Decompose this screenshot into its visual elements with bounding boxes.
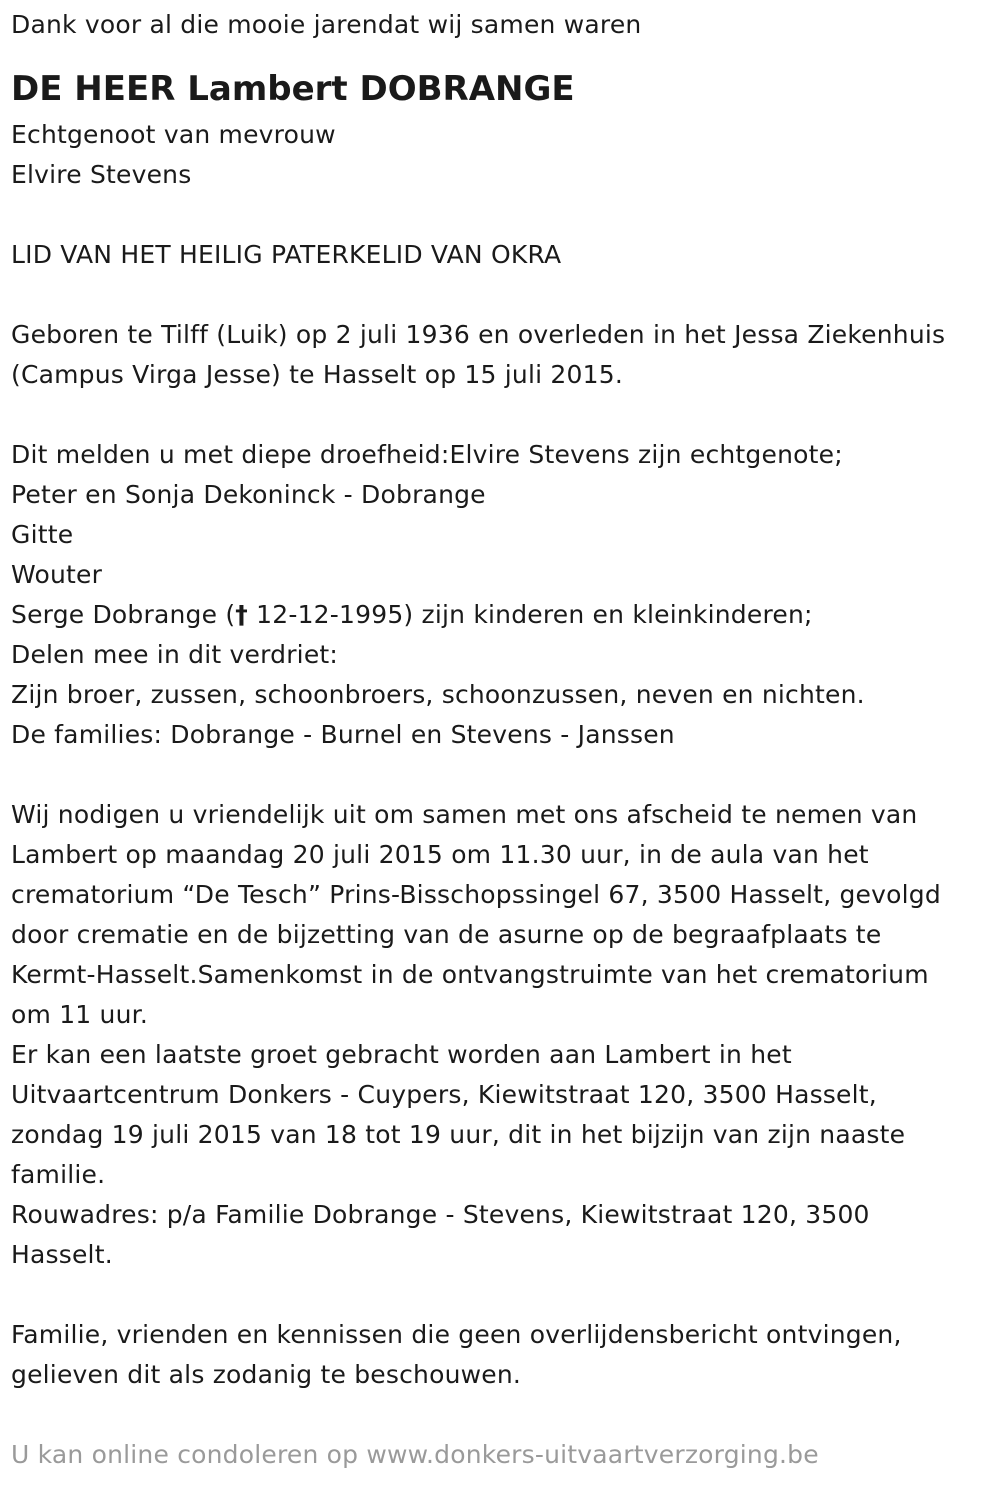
ceremony-line: Wij nodigen u vriendelijk uit om samen met ons afscheid te nemen van	[11, 800, 918, 829]
ceremony-line: door crematie en de bijzetting van de asurne op de begraafplaats te	[11, 920, 882, 949]
announcement-line-serge	[11, 595, 991, 635]
birth-death-section	[11, 315, 991, 395]
ceremony-line: familie.	[11, 1160, 106, 1189]
birth-death-line: (Campus Virga Jesse) te Hasselt op 15 juli 2015.	[11, 360, 623, 389]
birth-death-line: Geboren te Tilff (Luik) op 2 juli 1936 en overleden in het Jessa Ziekenhuis	[11, 320, 946, 349]
ceremony-line: crematorium “De Tesch” Prins-Bisschopssingel 67, 3500 Hasselt, gevolgd	[11, 880, 941, 909]
ceremony-line: Hasselt.	[11, 1240, 113, 1269]
announcement-line: Gitte	[11, 520, 74, 549]
death-notice	[11, 0, 991, 1475]
ceremony-line: Kermt-Hasselt.Samenkomst in de ontvangstruimte van het crematorium	[11, 960, 929, 989]
spacer	[11, 755, 991, 795]
announcement-line: Peter en Sonja Dekoninck - Dobrange	[11, 480, 486, 509]
deceased-name-title: DE HEER Lambert DOBRANGE	[11, 69, 575, 109]
announcement-line: Delen mee in dit verdriet:	[11, 640, 339, 669]
announcement-line: Dit melden u met diepe droefheid:Elvire Stevens zijn echtgenote;	[11, 440, 843, 469]
announcement-line: Wouter	[11, 560, 103, 589]
ceremony-line: zondag 19 juli 2015 van 18 tot 19 uur, dit in het bijzijn van zijn naaste	[11, 1120, 906, 1149]
closing-line: Familie, vrienden en kennissen die geen overlijdensbericht ontvingen,	[11, 1320, 902, 1349]
announcement-line: De families: Dobrange - Burnel en Stevens - Janssen	[11, 720, 675, 749]
spacer	[11, 1395, 991, 1435]
online-condolence-footer: U kan online condoleren op www.donkers-uitvaartverzorging.be	[11, 1440, 819, 1469]
spouse-line: Echtgenoot van mevrouw	[11, 120, 336, 149]
ceremony-line: Lambert op maandag 20 juli 2015 om 11.30 uur, in de aula van het	[11, 840, 869, 869]
ceremony-line: Rouwadres: p/a Familie Dobrange - Stevens, Kiewitstraat 120, 3500	[11, 1200, 870, 1229]
announcement-section	[11, 435, 991, 755]
spacer	[11, 395, 991, 435]
ceremony-line: Uitvaartcentrum Donkers - Cuypers, Kiewitstraat 120, 3500 Hasselt,	[11, 1080, 877, 1109]
ceremony-section	[11, 795, 991, 1275]
ceremony-line: om 11 uur.	[11, 1000, 148, 1029]
cross-icon: †	[235, 600, 248, 629]
spacer	[11, 195, 991, 235]
spouse-name: Elvire Stevens	[11, 160, 192, 189]
membership-line: LID VAN HET HEILIG PATERKELID VAN OKRA	[11, 240, 562, 269]
opening-line: Dank voor al die mooie jarendat wij samen waren	[11, 10, 642, 39]
closing-line: gelieven dit als zodanig te beschouwen.	[11, 1360, 522, 1389]
spouse-section	[11, 115, 991, 195]
spacer	[11, 1275, 991, 1315]
announcement-line: Zijn broer, zussen, schoonbroers, schoonzussen, neven en nichten.	[11, 680, 865, 709]
ceremony-line: Er kan een laatste groet gebracht worden aan Lambert in het	[11, 1040, 792, 1069]
serge-prefix: Serge Dobrange (	[11, 600, 236, 629]
serge-suffix: 12-12-1995) zijn kinderen en kleinkinderen;	[248, 600, 813, 629]
spacer	[11, 275, 991, 315]
closing-section	[11, 1315, 991, 1395]
